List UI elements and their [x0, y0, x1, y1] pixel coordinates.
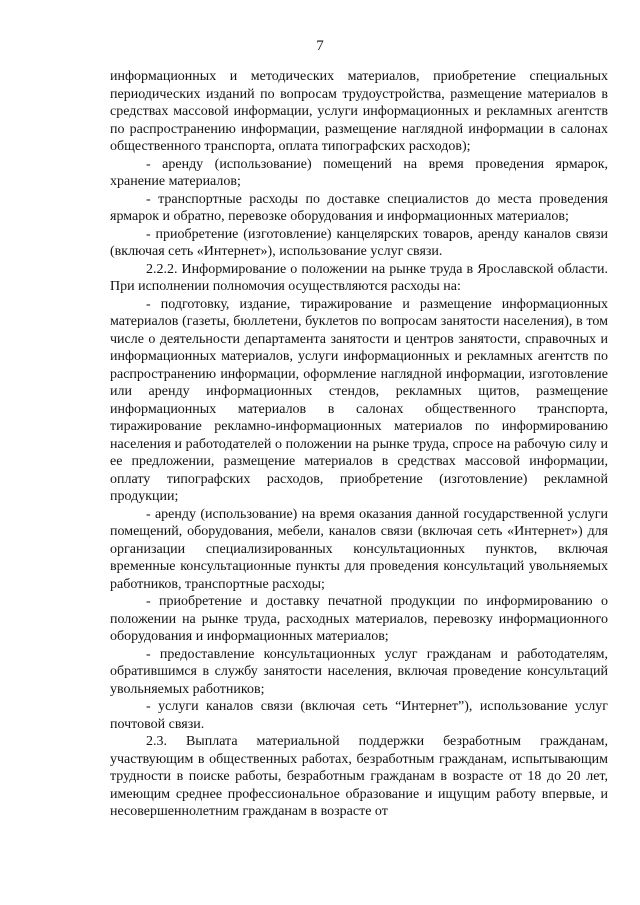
list-item: - услуги каналов связи (включая сеть “Интернет”), использование услуг почтовой связи.: [110, 699, 608, 732]
document-body: [110, 68, 608, 821]
list-item: - аренду (использование) помещений на время проведения ярмарок, хранение материалов;: [110, 156, 608, 189]
list-item: - предоставление консультационных услуг гражданам и работодателям, обратившимся в службу занятости населения, включая проведение консультаций увольняемых работников;: [110, 646, 608, 697]
section-paragraph: 2.2.2. Информирование о положении на рынке труда в Ярославской области. При исполнении полномочия осуществляются расходы на:: [110, 261, 608, 294]
list-item: - подготовку, издание, тиражирование и размещение информационных материалов (газеты, бюллетени, буклетов по вопросам занятости населения), в том числе о деятельности департамента занятости и центров занятости, справочных и информационных материалов, услуги информационных и рекламных агентств по распространению информации, оформление наглядной информации, изготовление или аренду информационных стендов, рекламных щитов, размещение информационных материалов в салонах общественного транспорта, тиражирование рекламно-информационных материалов по информированию населения и работодателей о положении на рынке труда, спросе на рабочую силу и ее предложении, размещение материалов в средствах массовой информации, оплату типографских расходов, приобретение (изготовление) рекламной продукции;: [110, 296, 608, 504]
list-item: - приобретение (изготовление) канцелярских товаров, аренду каналов связи (включая сеть «Интернет»), использование услуг связи.: [110, 226, 608, 259]
paragraph-continuation: информационных и методических материалов, приобретение специальных периодических изданий по вопросам трудоустройства, размещение материалов в средствах массовой информации, услуги информационных и рекламных агентств по распространению информации, размещение наглядной информации в салонах общественного транспорта, оплата типографских расходов);: [110, 69, 608, 154]
list-item: - аренду (использование) на время оказания данной государственной услуги помещений, оборудования, мебели, каналов связи (включая сеть «Интернет») для организации специализированных консультационных пунктов, включая временные консультационные пункты для проведения консультаций увольняемых работников, транспортные расходы;: [110, 506, 608, 592]
section-paragraph: 2.3. Выплата материальной поддержки безработным гражданам, участвующим в общественных работах, безработным гражданам, испытывающим трудности в поиске работы, безработным гражданам в возрасте от 18 до 20 лет, имеющим среднее профессиональное образование и ищущим работу впервые, и несовершеннолетним гражданам в возрасте от: [110, 734, 608, 819]
page-number: 7: [316, 38, 324, 54]
list-item: - приобретение и доставку печатной продукции по информированию о положении на рынке труда, расходных материалов, перевозку информационного оборудования и информационных материалов;: [110, 594, 608, 644]
list-item: - транспортные расходы по доставке специалистов до места проведения ярмарок и обратно, перевозке оборудования и информационных материалов;: [110, 191, 608, 224]
